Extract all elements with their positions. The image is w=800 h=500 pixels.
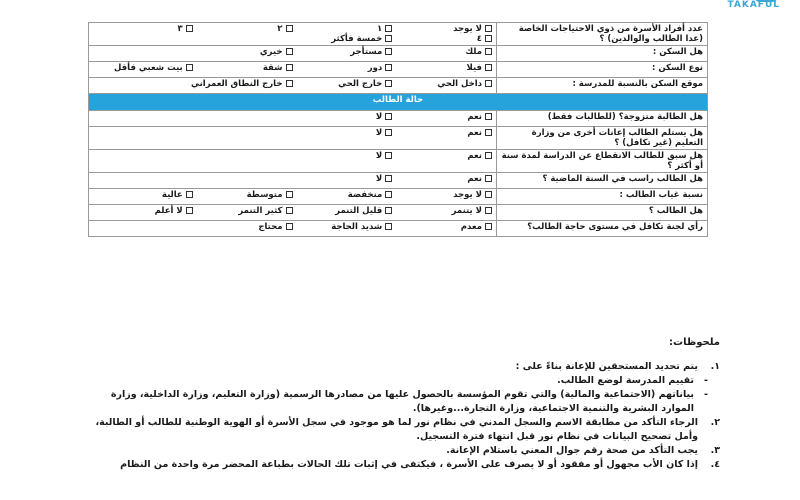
- section-header: [89, 94, 708, 111]
- option-label: ٢: [277, 24, 283, 34]
- note-number: ١.: [710, 361, 720, 372]
- option-label: لا يتنمر: [451, 206, 482, 216]
- checkbox-icon[interactable]: [385, 191, 392, 198]
- note-item: [80, 416, 720, 444]
- question-label: هل الطالب ؟: [497, 205, 708, 221]
- option-label: خارج الحي: [338, 79, 383, 89]
- option-checkbox[interactable]: [193, 190, 293, 200]
- option-checkbox[interactable]: [293, 112, 393, 122]
- checkbox-icon[interactable]: [186, 64, 193, 71]
- option-label: لا: [375, 174, 383, 184]
- question-label: رأي لجنة تكافل في مستوى حاجة الطالب؟: [497, 221, 708, 237]
- option-label: داخل الحي: [437, 79, 482, 89]
- note-text: الرجاء التأكد من مطابقة الاسم والسجل المدني في نظام نور لما هو موجود في سجل الأسرة أو الهوية الوطنية للطالب أو الطالبة، وأمل تصحيح البيانات في نظام نور قبل انتهاء فترة التسجيل.: [95, 417, 698, 442]
- option-label: لا يوجد: [453, 24, 482, 34]
- option-label: منخفضة: [347, 190, 383, 200]
- checkbox-icon[interactable]: [485, 48, 492, 55]
- option-checkbox[interactable]: [293, 24, 393, 34]
- checkbox-icon[interactable]: [385, 64, 392, 71]
- question-label: هل الطالب راسب في السنة الماضية ؟: [497, 173, 708, 189]
- option-label: متوسطة: [246, 190, 283, 200]
- checkbox-icon[interactable]: [485, 25, 492, 32]
- option-label: كثير التنمر: [238, 206, 283, 216]
- option-label: خمسة فأكثر: [331, 34, 383, 44]
- option-checkbox[interactable]: [392, 190, 492, 200]
- option-label: خيري: [259, 47, 283, 57]
- option-label: نعم: [467, 151, 482, 161]
- option-label: لا: [375, 151, 383, 161]
- checkbox-icon[interactable]: [286, 25, 293, 32]
- option-checkbox[interactable]: [93, 24, 193, 34]
- section-title: حالة الطالب: [89, 94, 708, 111]
- table-row: [89, 150, 708, 173]
- option-label: نعم: [467, 174, 482, 184]
- note-number: ٤.: [710, 459, 720, 470]
- option-checkbox[interactable]: [392, 222, 492, 232]
- takaful-logo: [720, 0, 780, 14]
- checkbox-icon[interactable]: [485, 152, 492, 159]
- checkbox-icon[interactable]: [286, 80, 293, 87]
- option-label: ملك: [465, 47, 482, 57]
- option-checkbox[interactable]: [293, 47, 393, 57]
- note-text: يتم تحديد المستحقين للإعانة بناءً على :: [515, 361, 698, 372]
- table-row: [89, 221, 708, 237]
- table-row: [89, 189, 708, 205]
- question-label: نوع السكن :: [497, 62, 708, 78]
- checkbox-icon[interactable]: [485, 191, 492, 198]
- note-item: [80, 444, 720, 458]
- table-row: [89, 78, 708, 94]
- checkbox-icon[interactable]: [286, 223, 293, 230]
- checkbox-icon[interactable]: [485, 175, 492, 182]
- options-cell: [89, 127, 497, 150]
- checkbox-icon[interactable]: [286, 191, 293, 198]
- option-checkbox[interactable]: [193, 24, 293, 34]
- option-checkbox[interactable]: [293, 79, 393, 89]
- option-label: ١: [377, 24, 383, 34]
- option-checkbox[interactable]: [193, 222, 293, 232]
- options-cell: [89, 221, 497, 237]
- checkbox-icon[interactable]: [286, 48, 293, 55]
- option-label: نعم: [467, 112, 482, 122]
- note-number: ٣.: [710, 445, 720, 456]
- checkbox-icon[interactable]: [385, 48, 392, 55]
- options-cell: [89, 78, 497, 94]
- note-item: [80, 360, 720, 374]
- checkbox-icon[interactable]: [485, 207, 492, 214]
- option-checkbox[interactable]: [293, 151, 393, 161]
- option-label: لا يوجد: [453, 190, 482, 200]
- option-checkbox[interactable]: [293, 128, 393, 138]
- note-text: يجب التأكد من صحة رقم جوال المعني باستلام الإعانة.: [446, 445, 698, 456]
- option-checkbox[interactable]: [392, 63, 492, 73]
- option-label: محتاج: [258, 222, 283, 232]
- options-cell: [89, 150, 497, 173]
- option-checkbox[interactable]: [193, 206, 293, 216]
- table-row: [89, 205, 708, 221]
- student-form-table: [88, 22, 708, 237]
- note-sub-text: تقييم المدرسة لوضع الطالب.: [557, 375, 694, 386]
- checkbox-icon[interactable]: [186, 191, 193, 198]
- option-checkbox[interactable]: [293, 174, 393, 184]
- options-cell: [89, 111, 497, 127]
- option-label: دور: [367, 63, 383, 73]
- checkbox-icon[interactable]: [385, 175, 392, 182]
- option-checkbox[interactable]: [93, 206, 193, 216]
- note-text: إذا كان الأب مجهول أو مفقود أو لا يصرف على الأسرة ، فيكتفى في إثبات تلك الحالات بطباعة المحضر مرة واحدة من النظام: [120, 459, 698, 470]
- table-row: [89, 23, 708, 46]
- table-row: [89, 111, 708, 127]
- option-label: مستأجر: [350, 47, 383, 57]
- logo-text: TAKAFUL: [727, 0, 780, 10]
- options-cell: [89, 23, 497, 46]
- question-label: هل سبق للطالب الانقطاع عن الدراسة لمدة سنة أو أكثر ؟: [497, 150, 708, 173]
- option-checkbox[interactable]: [193, 47, 293, 57]
- notes-title: ملحوظات:: [669, 337, 720, 348]
- checkbox-icon[interactable]: [485, 64, 492, 71]
- checkbox-icon[interactable]: [485, 129, 492, 136]
- option-checkbox[interactable]: [392, 34, 492, 44]
- option-label: لا: [375, 128, 383, 138]
- checkbox-icon[interactable]: [485, 80, 492, 87]
- bullet-icon: -: [704, 389, 708, 400]
- table-row: [89, 127, 708, 150]
- option-checkbox[interactable]: [392, 174, 492, 184]
- option-label: بيت شعبي فأقل: [114, 63, 183, 73]
- table-row: [89, 62, 708, 78]
- option-checkbox[interactable]: [293, 63, 393, 73]
- checkbox-icon[interactable]: [385, 207, 392, 214]
- checkbox-icon[interactable]: [385, 129, 392, 136]
- option-label: معدم: [460, 222, 482, 232]
- note-number: ٢.: [710, 417, 720, 428]
- options-cell: [89, 62, 497, 78]
- checkbox-icon[interactable]: [385, 223, 392, 230]
- option-checkbox[interactable]: [93, 63, 193, 73]
- option-label: لا: [375, 112, 383, 122]
- option-label: لا أعلم: [154, 206, 183, 216]
- option-checkbox[interactable]: [293, 222, 393, 232]
- option-label: فيلا: [466, 63, 482, 73]
- checkbox-icon[interactable]: [485, 35, 492, 42]
- question-label: هل الطالبة متزوجة؟ (للطالبات فقط): [497, 111, 708, 127]
- option-checkbox[interactable]: [392, 128, 492, 138]
- checkbox-icon[interactable]: [385, 35, 392, 42]
- question-label: هل السكن :: [497, 46, 708, 62]
- checkbox-icon[interactable]: [385, 25, 392, 32]
- option-label: ٤: [476, 34, 482, 44]
- options-cell: [89, 173, 497, 189]
- option-label: خارج النطاق العمراني: [191, 79, 283, 89]
- checkbox-icon[interactable]: [385, 152, 392, 159]
- checkbox-icon[interactable]: [286, 207, 293, 214]
- table-row: [89, 173, 708, 189]
- question-label: هل يستلم الطالب إعانات أخرى من وزارة التعليم (غير تكافل) ؟: [497, 127, 708, 150]
- option-checkbox[interactable]: [293, 190, 393, 200]
- option-checkbox[interactable]: [392, 47, 492, 57]
- checkbox-icon[interactable]: [186, 207, 193, 214]
- option-checkbox[interactable]: [193, 63, 293, 73]
- option-label: قليل التنمر: [335, 206, 383, 216]
- checkbox-icon[interactable]: [385, 80, 392, 87]
- checkbox-icon[interactable]: [385, 113, 392, 120]
- checkbox-icon[interactable]: [186, 25, 193, 32]
- option-checkbox[interactable]: [293, 34, 393, 44]
- question-label: نسبة غياب الطالب :: [497, 189, 708, 205]
- options-cell: [89, 189, 497, 205]
- option-label: ٣: [177, 24, 183, 34]
- option-checkbox[interactable]: [392, 24, 492, 34]
- option-checkbox[interactable]: [93, 190, 193, 200]
- header-title-fragment: [250, 0, 550, 3]
- option-checkbox[interactable]: [392, 206, 492, 216]
- options-cell: [89, 205, 497, 221]
- question-label: موقع السكن بالنسبة للمدرسة :: [497, 78, 708, 94]
- option-checkbox[interactable]: [392, 79, 492, 89]
- checkbox-icon[interactable]: [485, 113, 492, 120]
- option-label: شديد الحاجة: [331, 222, 383, 232]
- note-sub-item: [80, 388, 720, 416]
- option-checkbox[interactable]: [293, 206, 393, 216]
- note-sub-item: [80, 374, 720, 388]
- notes-list: [80, 360, 720, 472]
- option-checkbox[interactable]: [193, 79, 293, 89]
- notes-section: [80, 336, 720, 472]
- option-label: عالية: [161, 190, 183, 200]
- note-item: [80, 458, 720, 472]
- question-label: عدد أفراد الأسرة من ذوي الاحتياجات الخاصة (عدا الطالب والوالدين) ؟: [497, 23, 708, 46]
- option-label: شقة: [262, 63, 283, 73]
- note-sub-text: بياناتهم (الاجتماعية والمالية) والتي تقوم المؤسسة بالحصول عليها من مصادرها الرسمية (وزارة التعليم، وزارة الداخلية، وزارة الموارد البشرية والتنمية الاجتماعية، وزارة التجارة...وغيرها).: [110, 389, 694, 414]
- option-checkbox[interactable]: [392, 112, 492, 122]
- checkbox-icon[interactable]: [485, 223, 492, 230]
- table-row: [89, 46, 708, 62]
- bullet-icon: -: [704, 375, 708, 386]
- checkbox-icon[interactable]: [286, 64, 293, 71]
- option-label: نعم: [467, 128, 482, 138]
- option-checkbox[interactable]: [392, 151, 492, 161]
- options-cell: [89, 46, 497, 62]
